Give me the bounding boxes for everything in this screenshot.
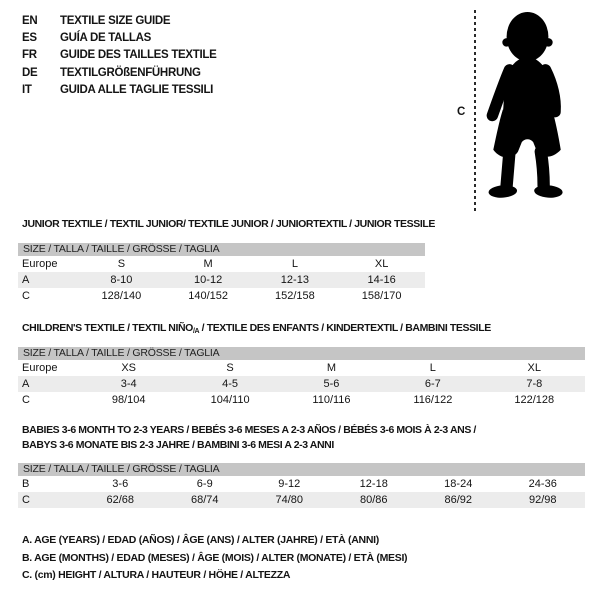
- language-row: [22, 47, 217, 64]
- size-cell: 68/74: [190, 494, 219, 506]
- row-label-cell: A: [22, 274, 30, 286]
- size-header-bar: SIZE / TALLA / TAILLE / GRÖSSE / TAGLIA: [18, 463, 585, 476]
- size-cell: 92/98: [528, 494, 557, 506]
- language-text: TEXTILGRÖßENFÜHRUNG: [60, 66, 201, 79]
- children-title-text: / TEXTILE DES ENFANTS / KINDERTEXTIL / BAMBINI TESSILE: [199, 322, 491, 334]
- children-title-text: CHILDREN'S TEXTILE / TEXTIL NIÑO: [22, 322, 193, 334]
- size-cell: 5-6: [323, 378, 340, 390]
- language-list: [22, 13, 217, 99]
- size-cell: 18-24: [444, 478, 473, 490]
- size-cell: 7-8: [526, 378, 543, 390]
- row-label-cell: B: [22, 478, 30, 490]
- size-cell: 14-16: [367, 274, 396, 286]
- row-label-cell: Europe: [22, 362, 58, 374]
- row-label-cell: A: [22, 378, 30, 390]
- size-cell: 152/158: [274, 290, 315, 302]
- size-cell: 12-13: [280, 274, 309, 286]
- language-row: [22, 30, 217, 47]
- language-text: GUIDE DES TAILLES TEXTILE: [60, 49, 217, 62]
- size-cell: 110/116: [312, 394, 351, 406]
- size-cell: 86/92: [444, 494, 473, 506]
- language-row: [22, 65, 217, 82]
- children-table: [18, 347, 585, 408]
- size-cell: 128/140: [101, 290, 142, 302]
- legend-line-b: B. AGE (MONTHS) / EDAD (MESES) / ÂGE (MOIS) / ALTER (MONATE) / ETÀ (MESI): [22, 551, 408, 564]
- table-row: [18, 492, 585, 508]
- size-cell: 12-18: [359, 478, 388, 490]
- size-cell: XS: [121, 362, 137, 374]
- table-row: [18, 360, 585, 376]
- row-label-cell: C: [22, 394, 30, 406]
- language-row: [22, 82, 217, 99]
- row-label-cell: Europe: [22, 258, 58, 270]
- size-cell: 140/152: [188, 290, 228, 302]
- toddler-silhouette-icon: [480, 8, 575, 204]
- table-row: [18, 476, 585, 492]
- size-cell: 10-12: [194, 274, 223, 286]
- size-cell: 24-36: [528, 478, 557, 490]
- size-cell: 8-10: [110, 274, 133, 286]
- table-row: [18, 392, 585, 408]
- size-cell: 4-5: [222, 378, 239, 390]
- table-row: [18, 256, 425, 272]
- babies-section-title: [22, 423, 476, 453]
- table-row: [18, 376, 585, 392]
- size-cell: 9-12: [278, 478, 301, 490]
- size-cell: 62/68: [106, 494, 135, 506]
- height-measure-dashed-line: [474, 10, 476, 212]
- size-cell: 6-7: [424, 378, 441, 390]
- size-cell: 74/80: [275, 494, 304, 506]
- size-cell: 122/128: [514, 394, 555, 406]
- junior-table: [18, 243, 425, 304]
- size-cell: L: [429, 362, 436, 374]
- table-row: [18, 272, 425, 288]
- size-cell: L: [291, 258, 298, 270]
- size-cell: XL: [374, 258, 389, 270]
- language-code: EN: [22, 15, 38, 27]
- babies-title-line1: BABIES 3-6 MONTH TO 2-3 YEARS / BEBÉS 3-6 MESES A 2-3 AÑOS / BÉBÉS 3-6 MOIS À 2-3 ANS /: [22, 424, 476, 436]
- measure-legend: [22, 532, 407, 585]
- legend-line-c: C. (cm) HEIGHT / ALTURA / HAUTEUR / HÖHE / ALTEZZA: [22, 569, 291, 582]
- language-text: TEXTILE SIZE GUIDE: [60, 15, 171, 27]
- size-cell: 80/86: [359, 494, 388, 506]
- babies-table: [18, 463, 585, 508]
- size-cell: S: [117, 258, 126, 270]
- height-label: C: [457, 106, 466, 118]
- size-header-bar: SIZE / TALLA / TAILLE / GRÖSSE / TAGLIA: [18, 243, 425, 256]
- size-cell: 3-6: [112, 478, 129, 490]
- language-code: ES: [22, 32, 37, 45]
- size-header-bar: SIZE / TALLA / TAILLE / GRÖSSE / TAGLIA: [18, 347, 585, 360]
- language-code: FR: [22, 49, 37, 62]
- legend-line-a: A. AGE (YEARS) / EDAD (AÑOS) / ÂGE (ANS) / ALTER (JAHRE) / ETÀ (ANNI): [22, 534, 379, 546]
- row-label-cell: C: [22, 290, 30, 302]
- size-cell: 116/122: [413, 394, 453, 406]
- size-cell: XL: [527, 362, 542, 374]
- size-cell: S: [226, 362, 234, 374]
- size-cell: 104/110: [210, 394, 250, 406]
- row-label-cell: C: [22, 494, 30, 506]
- language-code: DE: [22, 66, 38, 79]
- size-cell: 6-9: [196, 478, 213, 490]
- junior-section-title: JUNIOR TEXTILE / TEXTIL JUNIOR/ TEXTILE JUNIOR / JUNIORTEXTIL / JUNIOR TESSILE: [22, 218, 435, 230]
- babies-title-line2: BABYS 3-6 MONATE BIS 2-3 JAHRE / BAMBINI 3-6 MESI A 2-3 ANNI: [22, 439, 334, 451]
- language-text: GUÍA DE TALLAS: [60, 32, 151, 45]
- size-cell: 158/170: [361, 290, 402, 302]
- table-row: [18, 288, 425, 304]
- language-code: IT: [22, 83, 32, 96]
- language-row: [22, 13, 217, 30]
- children-section-title: [22, 322, 491, 335]
- size-cell: 98/104: [111, 394, 146, 406]
- language-text: GUIDA ALLE TAGLIE TESSILI: [60, 83, 214, 96]
- size-cell: M: [203, 258, 213, 270]
- size-cell: 3-4: [120, 378, 137, 390]
- size-cell: M: [326, 362, 337, 374]
- children-title-subscript: /A: [192, 328, 200, 335]
